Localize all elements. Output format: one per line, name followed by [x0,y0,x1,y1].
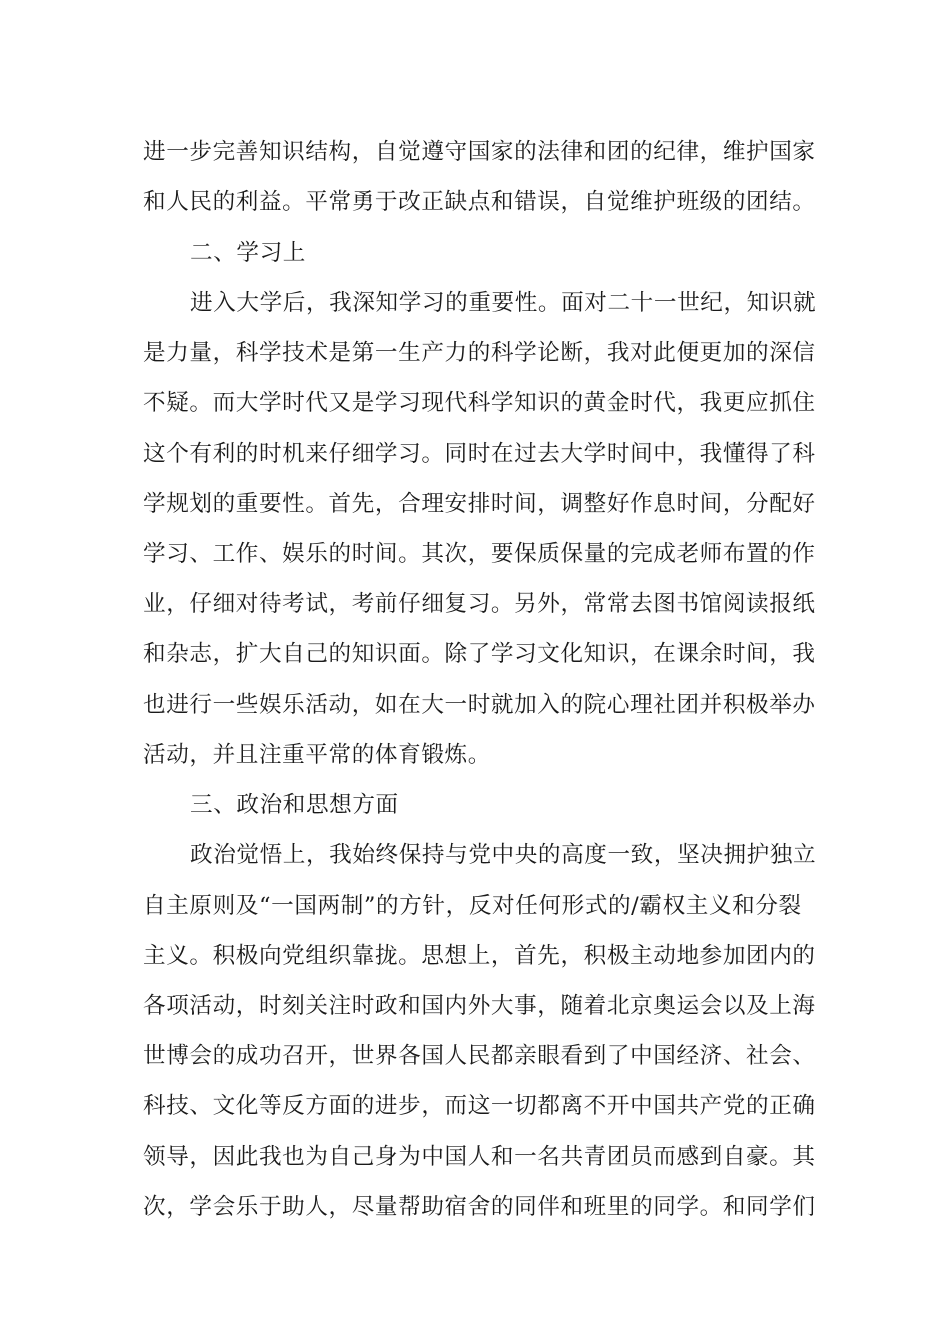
paragraph-line: 也进行一些娱乐活动，如在大一时就加入的院心理社团并积极举办 [143,692,816,718]
paragraph-line: 领导，因此我也为自己身为中国人和一名共青团员而感到自豪。其 [143,1144,816,1170]
paragraph-line: 各项活动，时刻关注时政和国内外大事，随着北京奥运会以及上海 [143,993,816,1019]
paragraph-line: 进一步完善知识结构，自觉遵守国家的法律和团的纪律，维护国家 [143,139,816,165]
paragraph-line: 和人民的利益。平常勇于改正缺点和错误，自觉维护班级的团结。 [143,189,816,215]
paragraph-line: 活动，并且注重平常的体育锻炼。 [143,742,491,768]
paragraph-line: 科技、文化等反方面的进步，而这一切都离不开中国共产党的正确 [143,1093,816,1119]
paragraph-line: 进入大学后，我深知学习的重要性。面对二十一世纪，知识就 [190,290,817,316]
paragraph-line: 学习、工作、娱乐的时间。其次，要保质保量的完成老师布置的作 [143,541,816,567]
paragraph-line: 自主原则及“一国两制”的方针，反对任何形式的/霸权主义和分裂 [143,893,802,919]
paragraph-line: 次，学会乐于助人，尽量帮助宿舍的同伴和班里的同学。和同学们 [143,1194,816,1220]
paragraph-line: 是力量，科学技术是第一生产力的科学论断，我对此便更加的深信 [143,340,816,366]
paragraph-line: 这个有利的时机来仔细学习。同时在过去大学时间中，我懂得了科 [143,441,816,467]
section-heading-politics: 三、政治和思想方面 [190,792,399,818]
section-heading-study: 二、学习上 [190,240,306,266]
paragraph-line: 业，仔细对待考试，考前仔细复习。另外，常常去图书馆阅读报纸 [143,591,816,617]
paragraph-line: 不疑。而大学时代又是学习现代科学知识的黄金时代，我更应抓住 [143,390,816,416]
paragraph-line: 和杂志，扩大自己的知识面。除了学习文化知识，在课余时间，我 [143,641,816,667]
paragraph-line: 主义。积极向党组织靠拢。思想上，首先，积极主动地参加团内的 [143,943,816,969]
paragraph-line: 政治觉悟上，我始终保持与党中央的高度一致，坚决拥护独立 [190,842,817,868]
paragraph-line: 世博会的成功召开，世界各国人民都亲眼看到了中国经济、社会、 [143,1043,816,1069]
paragraph-line: 学规划的重要性。首先，合理安排时间，调整好作息时间，分配好 [143,491,816,517]
